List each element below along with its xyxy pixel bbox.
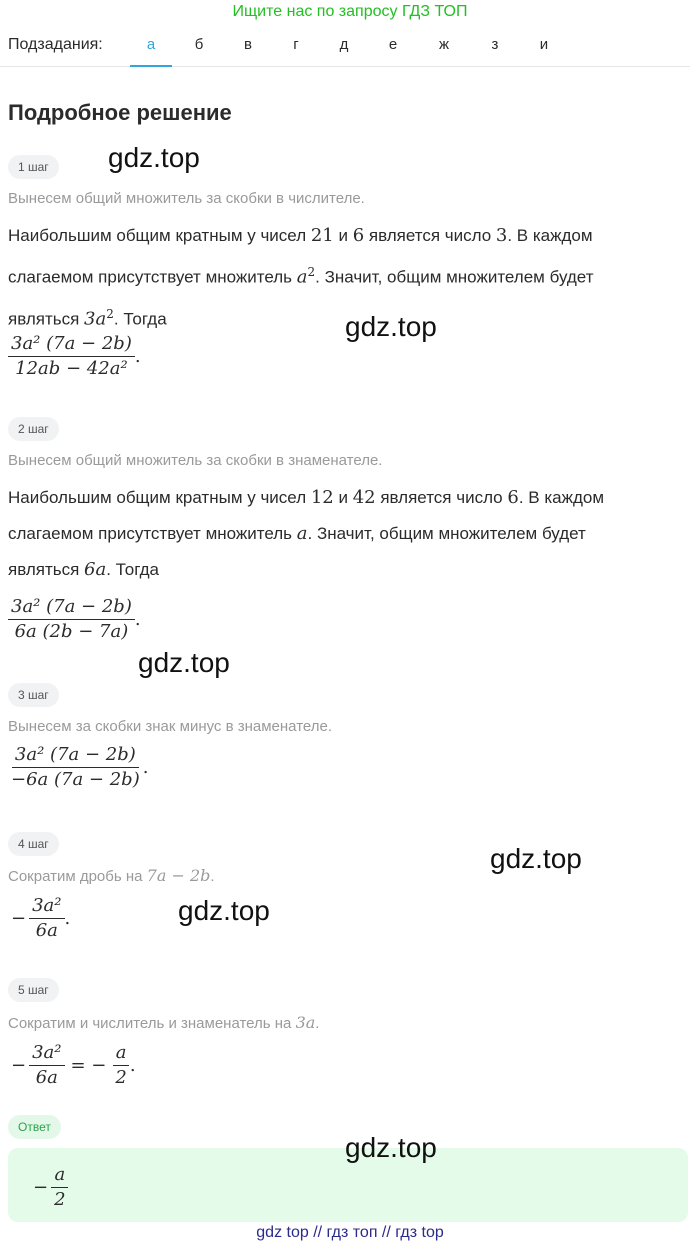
subtask-tab-g[interactable]: г xyxy=(293,36,299,53)
fraction-numerator: 3a² (7a − 2b) xyxy=(8,332,135,357)
answer-badge: Ответ xyxy=(8,1115,61,1139)
subtask-label: Подзадания: xyxy=(8,36,103,53)
step-text-1: Наибольшим общим кратным у чисел 21 и 6 является число 3. В каждом слагаемом присутствует множитель $a^2$. Значит, общим множителем будет являться $3a^2$. Тогда xyxy=(8,225,594,330)
step-badge-3: 3 шаг xyxy=(8,683,59,707)
subtask-tab-b[interactable]: б xyxy=(194,36,204,53)
step-badge-2: 2 шаг xyxy=(8,417,59,441)
watermark: gdz.top xyxy=(108,142,200,173)
subtask-tab-a[interactable]: а xyxy=(130,36,172,67)
watermark: gdz.top xyxy=(345,311,437,342)
fraction xyxy=(8,332,135,381)
fraction-numerator: 3a² (7a − 2b) xyxy=(12,743,139,768)
fraction-numerator: a xyxy=(51,1163,68,1188)
fraction-denominator: 12ab − 42a² xyxy=(15,358,128,379)
footer-links[interactable]: gdz top // гдз топ // гдз top xyxy=(256,1224,444,1241)
subtask-tab-e[interactable]: е xyxy=(388,36,398,53)
step-hint-1: Вынесем общий множитель за скобки в числителе. xyxy=(8,190,365,207)
fraction-denominator: −6a (7a − 2b) xyxy=(11,769,140,790)
watermark: gdz.top xyxy=(345,1132,437,1163)
step-formula-2: $\frac{\text{3a² (7a − 2b)}}{6a (2b - 7a)}$ . xyxy=(8,595,141,644)
step-formula-5: − $\frac{\text{3a²}}{6a}$ = − $\frac{a}{2}$ . xyxy=(11,1042,136,1088)
fraction-numerator: 3a² (7a − 2b) xyxy=(8,595,135,620)
subtask-tab-z[interactable]: з xyxy=(491,36,499,53)
fraction xyxy=(51,1163,68,1212)
step-badge-1: 1 шаг xyxy=(8,155,59,179)
fraction xyxy=(8,595,135,644)
step-hint-5: Сократим и числитель и знаменатель на 3a. xyxy=(8,1013,320,1032)
fraction-denominator: 6a xyxy=(35,1067,58,1088)
subtask-tab-d[interactable]: д xyxy=(339,36,349,53)
solution-heading: Подробное решение xyxy=(8,100,232,125)
fraction-denominator: 6a (2b − 7a) xyxy=(14,621,129,642)
search-banner: Ищите нас по запросу ГДЗ ТОП xyxy=(232,3,468,20)
subtask-nav xyxy=(0,30,690,67)
fraction-denominator: 2 xyxy=(115,1067,127,1088)
step-badge-4: 4 шаг xyxy=(8,832,59,856)
fraction xyxy=(112,1041,129,1090)
watermark: gdz.top xyxy=(490,843,582,874)
fraction-denominator: 6a xyxy=(35,920,58,941)
subtask-tab-zh[interactable]: ж xyxy=(438,36,450,53)
fraction xyxy=(29,894,64,943)
watermark: gdz.top xyxy=(178,895,270,926)
fraction-numerator: 3a² xyxy=(29,894,64,919)
step-badge-5: 5 шаг xyxy=(8,978,59,1002)
step-hint-2: Вынесем общий множитель за скобки в знаменателе. xyxy=(8,452,383,469)
step-formula-3: $\frac{\text{3a² (7a − 2b)}}{-6a (7a - 2b)}$ . xyxy=(8,743,148,792)
fraction-denominator: 2 xyxy=(54,1189,66,1210)
step-text-2: Наибольшим общим кратным у чисел 12 и 42 является число 6. В каждом слагаемом присутствует множитель a. Значит, общим множителем будет являться 6a. Тогда xyxy=(8,487,605,580)
fraction xyxy=(29,1041,64,1090)
step-formula-4: − $\frac{\text{3a²}}{6a}$ . xyxy=(11,895,71,941)
answer-formula: − $\frac{a}{2}$ xyxy=(30,1163,69,1212)
subtask-tab-i[interactable]: и xyxy=(539,36,549,53)
fraction-numerator: a xyxy=(113,1041,130,1066)
step-formula-1: $\frac{\text{3a² (7a − 2b)}}{\text{12ab − 42a²}}$ . xyxy=(8,332,141,381)
fraction xyxy=(8,743,143,792)
fraction-numerator: 3a² xyxy=(29,1041,64,1066)
step-hint-4: Сократим дробь на 7a − 2b. xyxy=(8,866,215,885)
subtask-tab-v[interactable]: в xyxy=(244,36,252,53)
step-hint-3: Вынесем за скобки знак минус в знаменателе. xyxy=(8,718,333,735)
watermark: gdz.top xyxy=(138,647,230,678)
